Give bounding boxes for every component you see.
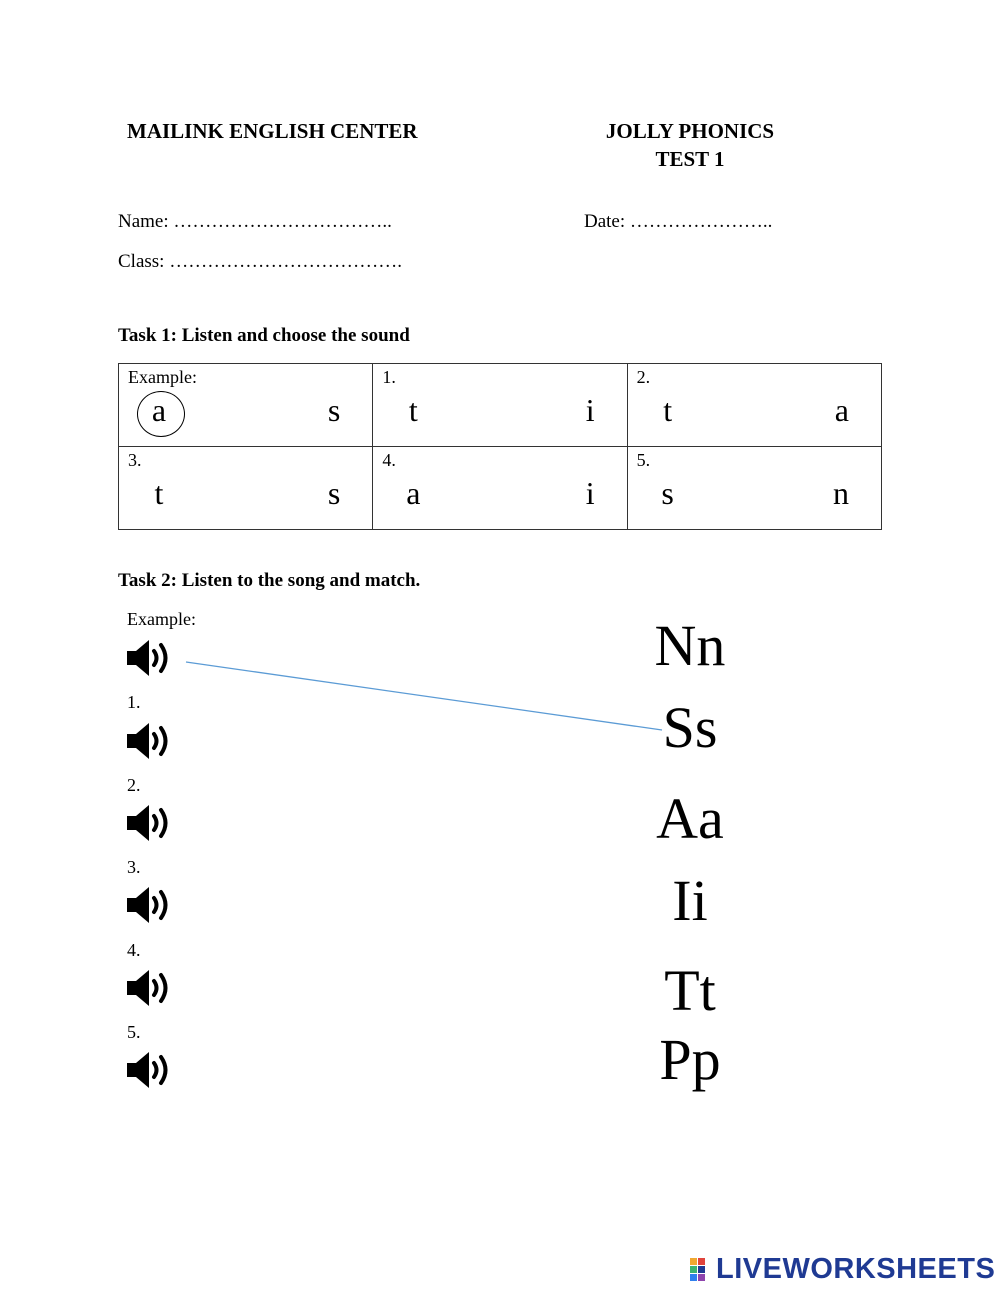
logo-mark-icon — [690, 1256, 716, 1284]
option-left[interactable]: t — [408, 392, 418, 428]
letter-target-nn[interactable]: Nn — [654, 613, 726, 678]
option-right[interactable]: i — [585, 475, 595, 511]
speaker-icon[interactable] — [125, 803, 175, 843]
speaker-icon[interactable] — [125, 638, 175, 678]
option-right[interactable]: s — [327, 475, 341, 511]
option-right[interactable]: a — [834, 392, 849, 428]
task2-title: Task 2: Listen to the song and match. — [118, 570, 421, 591]
option-left[interactable]: t — [663, 392, 673, 428]
speaker-icon[interactable] — [125, 968, 175, 1008]
option-left[interactable]: a — [406, 475, 421, 511]
speaker-icon[interactable] — [125, 885, 175, 925]
letter-target-tt[interactable]: Tt — [664, 958, 716, 1023]
class-field[interactable]: Class: ………………………………. — [118, 251, 402, 272]
option-right[interactable]: i — [585, 392, 595, 428]
test-title: TEST 1 — [655, 147, 725, 171]
letter-target-ss[interactable]: Ss — [662, 695, 718, 760]
cell-label: 2. — [636, 367, 651, 387]
task1-title: Task 1: Listen and choose the sound — [118, 325, 410, 346]
liveworksheets-logo[interactable] — [690, 1253, 995, 1286]
option-right[interactable]: s — [327, 392, 341, 428]
speaker-icon[interactable] — [125, 721, 175, 761]
option-right[interactable]: n — [833, 475, 849, 511]
letter-target-aa[interactable]: Aa — [656, 786, 724, 851]
option-left[interactable]: s — [661, 475, 674, 511]
speaker-icon[interactable] — [125, 1050, 175, 1090]
example-label: Example: — [127, 609, 196, 629]
brand-text: LIVEWORKSHEETS — [716, 1253, 996, 1285]
cell-label: 4. — [382, 450, 396, 470]
item-number-3: 3. — [127, 857, 141, 877]
item-number-2: 2. — [127, 775, 141, 795]
item-number-4: 4. — [127, 940, 141, 960]
name-field[interactable]: Name: …………………………….. — [118, 211, 392, 232]
letter-target-pp[interactable]: Pp — [659, 1027, 721, 1092]
letter-target-ii[interactable]: Ii — [672, 868, 708, 933]
option-left[interactable]: t — [154, 475, 164, 511]
option-left[interactable]: a — [151, 392, 167, 428]
cell-label: 3. — [128, 450, 142, 470]
date-field[interactable]: Date: ………………….. — [584, 211, 773, 232]
item-number-5: 5. — [127, 1022, 141, 1042]
cell-label: 1. — [382, 367, 396, 387]
school-name: MAILINK ENGLISH CENTER — [127, 119, 418, 143]
cell-label: 5. — [636, 450, 651, 470]
cell-label: Example: — [128, 367, 197, 387]
subject-title: JOLLY PHONICS — [605, 119, 775, 143]
item-number-1: 1. — [127, 692, 141, 712]
